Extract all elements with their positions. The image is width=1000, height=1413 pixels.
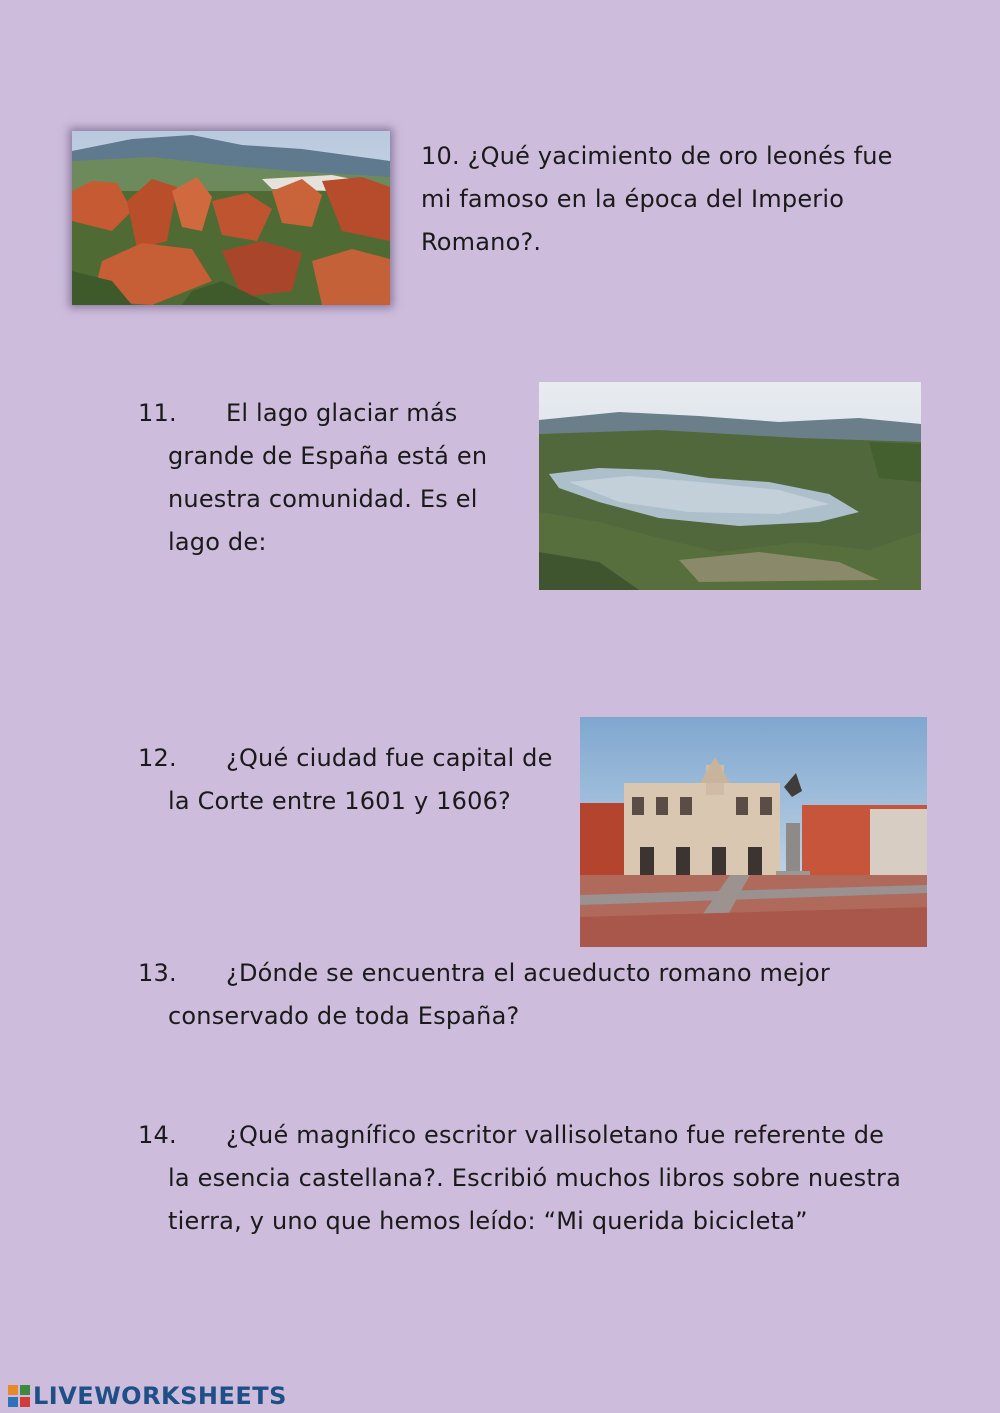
question-10-line-1: ¿Qué yacimiento de oro leonés fue (467, 142, 893, 170)
question-13-number: 13. (138, 959, 177, 987)
question-14-line-3: tierra, y uno que hemos leído: “Mi querida bicicleta” (168, 1207, 808, 1235)
question-10-line-3: Romano?. (421, 228, 542, 256)
question-13 (138, 952, 830, 1038)
city-plaza-photo (580, 717, 927, 947)
glacier-lake-photo (539, 382, 921, 590)
liveworksheets-logo-icon (8, 1385, 30, 1407)
question-12-line-1: ¿Qué ciudad fue capital de (226, 744, 553, 772)
question-13-line-1: ¿Dónde se encuentra el acueducto romano mejor (226, 959, 830, 987)
question-11 (138, 392, 487, 564)
question-12-line-2: la Corte entre 1601 y 1606? (168, 787, 511, 815)
question-10-line-2: mi famoso en la época del Imperio (421, 185, 845, 213)
question-11-line-4: lago de: (168, 528, 267, 556)
question-11-line-1: El lago glaciar más (226, 399, 458, 427)
question-11-line-2: grande de España está en (168, 442, 488, 470)
question-14 (138, 1114, 901, 1243)
question-13-line-2: conservado de toda España? (168, 1002, 520, 1030)
question-14-number: 14. (138, 1121, 177, 1149)
mountain-landscape-photo (72, 131, 390, 305)
question-11-number: 11. (138, 399, 177, 427)
liveworksheets-logo (8, 1381, 287, 1411)
question-12-number: 12. (138, 744, 177, 772)
question-14-line-1: ¿Qué magnífico escritor vallisoletano fue referente de (226, 1121, 885, 1149)
question-10 (421, 135, 893, 264)
liveworksheets-wordmark: LIVEWORKSHEETS (33, 1382, 287, 1410)
question-11-line-3: nuestra comunidad. Es el (168, 485, 478, 513)
question-12 (138, 737, 553, 823)
question-14-line-2: la esencia castellana?. Escribió muchos libros sobre nuestra (168, 1164, 901, 1192)
question-10-number: 10. (421, 142, 460, 170)
